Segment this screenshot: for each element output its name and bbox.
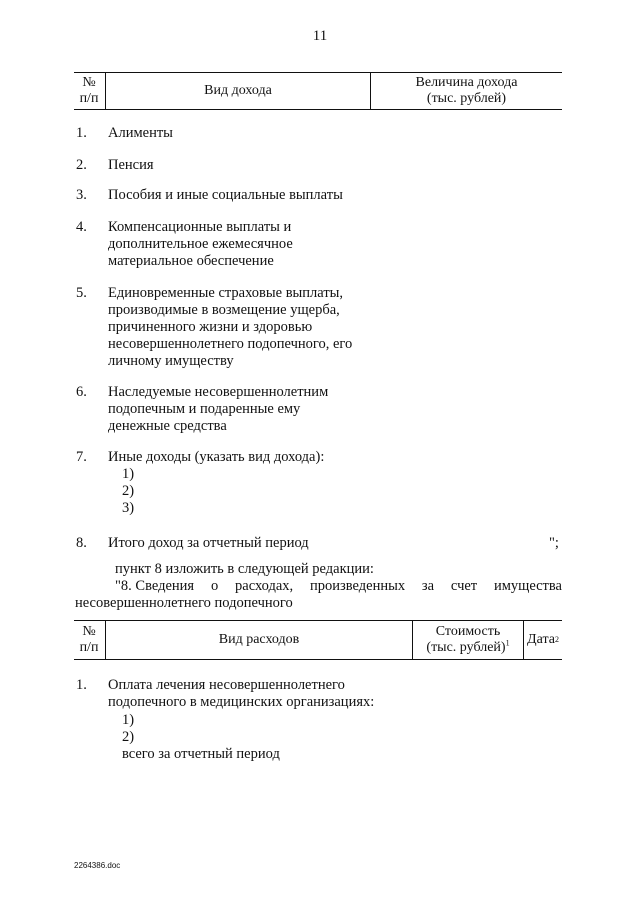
row-text: Компенсационные выплаты и xyxy=(108,219,292,235)
row-number: 4. xyxy=(76,219,87,235)
income-table-header xyxy=(74,72,562,110)
heading-word: имущества xyxy=(493,578,562,594)
col-date-label: Дата xyxy=(527,632,555,647)
row-number: 1. xyxy=(76,125,87,141)
heading-word: за xyxy=(421,578,435,594)
row-text: Итого доход за отчетный период xyxy=(108,535,309,551)
col-cost-header xyxy=(413,621,523,659)
heading-word: счет xyxy=(450,578,478,594)
row-text: Оплата лечения несовершеннолетнего xyxy=(108,677,345,693)
sub-item: 3) xyxy=(122,500,135,516)
row-text: Пособия и иные социальные выплаты xyxy=(108,187,343,203)
sub-item: 1) xyxy=(122,712,135,728)
col-number-header xyxy=(74,73,104,109)
row-text: Единовременные страховые выплаты, xyxy=(108,285,344,301)
row-number: 7. xyxy=(76,449,87,465)
row-text: Наследуемые несовершеннолетним xyxy=(108,384,329,400)
row-text: подопечным и подаренные ему xyxy=(108,401,301,417)
heading-word: произведенных xyxy=(310,578,406,594)
row-text: дополнительное ежемесячное xyxy=(108,236,293,252)
col-date-header: Дата 2 xyxy=(527,632,559,647)
sub-item: 1) xyxy=(122,466,135,482)
heading-word: расходах, xyxy=(235,578,294,594)
amendment-heading-cont: несовершеннолетнего подопечного xyxy=(75,595,293,611)
col-value-line1: Величина дохода xyxy=(415,75,518,90)
col-expense-type-header: Вид расходов xyxy=(218,632,300,647)
col-number-header xyxy=(74,621,104,659)
row-number: 3. xyxy=(76,187,87,203)
row-number: 2. xyxy=(76,157,87,173)
col-number-symbol: № xyxy=(82,75,96,90)
row-text: подопечного в медицинских организациях: xyxy=(108,694,375,710)
col-cost-line1: Стоимость xyxy=(435,624,501,639)
row-number: 8. xyxy=(76,535,87,551)
row-text: денежные средства xyxy=(108,418,227,434)
row-number: 6. xyxy=(76,384,87,400)
col-number-symbol: № xyxy=(82,624,96,639)
row-number: 1. xyxy=(76,677,87,693)
col-cost-line2-wrap xyxy=(426,640,509,656)
file-footer: 2264386.doc xyxy=(74,861,121,870)
row-text: Алименты xyxy=(108,125,173,141)
expense-table-header xyxy=(74,620,562,660)
row-text: несовершеннолетнего подопечного, его xyxy=(108,336,353,352)
closing-quote: "; xyxy=(549,535,559,551)
col-income-value-header xyxy=(371,73,562,109)
row-text: производимые в возмещение ущерба, xyxy=(108,302,340,318)
col-income-type-header: Вид дохода xyxy=(204,83,272,98)
col-number-abbr: п/п xyxy=(79,91,99,106)
amendment-line: пункт 8 изложить в следующей редакции: xyxy=(115,561,374,577)
col-number-abbr: п/п xyxy=(79,640,99,655)
row-text: Иные доходы (указать вид дохода): xyxy=(108,449,325,465)
period-total-label: всего за отчетный период xyxy=(122,746,280,762)
sub-item: 2) xyxy=(122,483,135,499)
row-number: 5. xyxy=(76,285,87,301)
row-text: Пенсия xyxy=(108,157,154,173)
footnote-marker: 1 xyxy=(505,638,510,648)
row-text: материальное обеспечение xyxy=(108,253,274,269)
col-value-line2: (тыс. рублей) xyxy=(426,91,507,106)
row-text: личному имуществу xyxy=(108,353,234,369)
amendment-heading-line xyxy=(115,578,562,595)
row-text: причиненного жизни и здоровью xyxy=(108,319,313,335)
sub-item: 2) xyxy=(122,729,135,745)
heading-word: "8. Сведения xyxy=(115,578,195,594)
page-number: 11 xyxy=(312,28,328,44)
col-cost-line2: (тыс. рублей) xyxy=(426,640,506,655)
heading-word: о xyxy=(210,578,219,594)
